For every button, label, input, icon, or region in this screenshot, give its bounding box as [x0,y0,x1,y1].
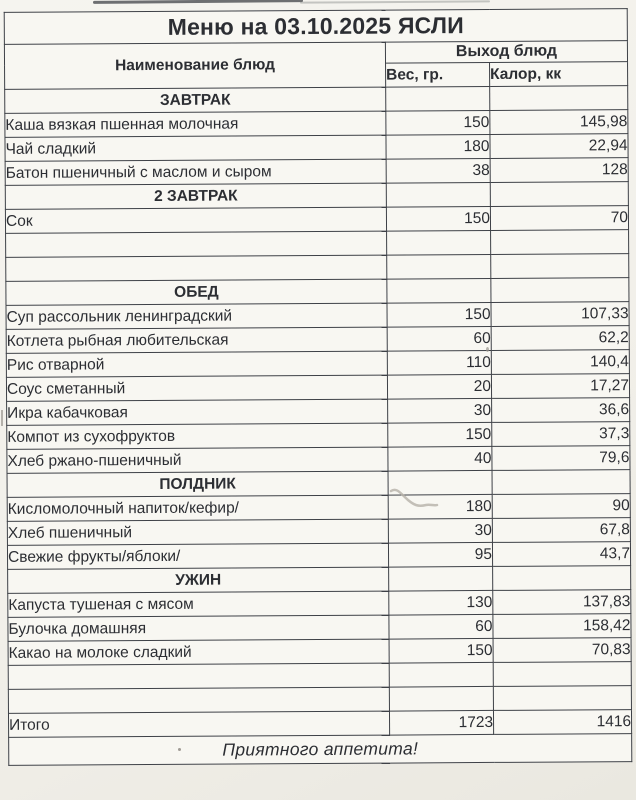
title-row [4,9,627,45]
calories-cell [490,86,628,111]
dish-name-cell [6,231,387,257]
weight-cell: 150 [386,206,490,231]
scan-pen-squiggle-icon [388,486,440,514]
menu-table-body [5,86,632,738]
weight-cell [386,182,490,207]
menu-table [4,8,633,766]
dish-name-cell [8,663,389,689]
weight-cell [389,686,493,711]
weight-cell [389,566,493,591]
dish-name-cell: Икра кабачковая [7,399,388,425]
calories-cell: 70,83 [493,638,631,663]
calories-cell: 128 [490,158,628,183]
weight-cell: 60 [389,614,493,639]
dish-name-cell: Котлета рыбная любительская [6,327,387,353]
calories-cell [493,662,631,687]
calories-cell [491,254,629,279]
dish-name-cell [6,255,387,281]
weight-cell: 1723 [389,710,493,735]
dish-name-cell: Капуста тушеная с мясом [8,591,389,617]
weight-cell: 30 [388,518,492,543]
weight-cell: 150 [389,638,493,663]
weight-cell: 60 [387,326,491,351]
calories-cell [493,566,631,591]
weight-cell: 38 [386,158,490,183]
meal-section-label: УЖИН [8,567,389,593]
calories-cell: 145,98 [490,110,628,135]
weight-cell [386,86,490,111]
dish-name-cell: Свежие фрукты/яблоки/ [7,543,388,569]
weight-cell: 180 [388,494,492,519]
calories-cell: 62,2 [491,326,629,351]
column-header-weight: Вес, гр. [386,62,490,87]
weight-cell: 95 [388,542,492,567]
dish-name-cell: Сок [5,207,386,233]
dish-name-cell: Соус сметанный [6,375,387,401]
weight-cell: 150 [387,302,491,327]
scan-edge-streak-icon [300,0,490,3]
calories-cell [491,230,629,255]
calories-cell: 107,33 [491,302,629,327]
weight-cell: 20 [387,374,491,399]
calories-cell: 37,3 [492,422,630,447]
calories-cell: 137,83 [493,590,631,615]
calories-cell [493,686,631,711]
dish-name-cell: Компот из сухофруктов [7,423,388,449]
calories-cell: 17,27 [491,374,629,399]
dish-name-cell: Булочка домашняя [8,615,389,641]
dish-name-cell: Суп рассольник ленинградский [6,303,387,329]
weight-cell: 30 [388,398,492,423]
calories-cell: 36,6 [492,398,630,423]
calories-cell: 1416 [493,710,631,735]
weight-cell [387,254,491,279]
meal-section-label: ЗАВТРАК [5,87,386,113]
meal-section-label: 2 ЗАВТРАК [5,183,386,209]
menu-table-footer [9,734,632,766]
dish-name-cell: Итого [8,711,389,737]
calories-cell: 158,42 [493,614,631,639]
dish-name-cell: Какао на молоке сладкий [8,639,389,665]
weight-cell: 150 [386,110,490,135]
calories-cell [491,278,629,303]
scan-speck-icon [178,748,181,751]
calories-cell: 67,8 [492,518,630,543]
weight-cell [387,230,491,255]
weight-cell [389,662,493,687]
meal-section-label: ПОЛДНИК [7,471,388,497]
scan-speck-icon [1,410,3,426]
dish-name-cell: Рис отварной [6,351,387,377]
column-header-output-group: Выход блюд [385,41,627,63]
dish-name-cell: Чай сладкий [5,135,386,161]
calories-cell: 70 [490,206,628,231]
menu-title: Меню на 03.10.2025 ЯСЛИ [4,9,627,45]
bon-appetit-note: Приятного аппетита! [9,734,632,766]
weight-cell: 180 [386,134,490,159]
calories-cell: 43,7 [492,542,630,567]
dish-name-cell [8,687,389,713]
weight-cell: 40 [388,446,492,471]
column-header-dish-name: Наименование блюд [4,42,385,89]
meal-section-label: ОБЕД [6,279,387,305]
column-header-calories: Калор, кк [490,62,628,87]
dish-name-cell: Хлеб пшеничный [7,519,388,545]
weight-cell: 110 [387,350,491,375]
scan-speck-icon [486,347,489,352]
calories-cell: 140,4 [491,350,629,375]
weight-cell: 150 [388,422,492,447]
calories-cell [492,470,630,495]
dish-name-cell: Хлеб ржано-пшеничный [7,447,388,473]
calories-cell: 90 [492,494,630,519]
scan-edge-streak-icon [93,0,303,4]
dish-name-cell: Батон пшеничный с маслом и сыром [5,159,386,185]
calories-cell: 79,6 [492,446,630,471]
calories-cell: 22,94 [490,134,628,159]
menu-table-header [4,9,627,90]
dish-name-cell: Кисломолочный напиток/кефир/ [7,495,388,521]
calories-cell [490,182,628,207]
weight-cell [387,278,491,303]
weight-cell: 130 [389,590,493,615]
footer-row [9,734,632,766]
dish-name-cell: Каша вязкая пшенная молочная [5,111,386,137]
